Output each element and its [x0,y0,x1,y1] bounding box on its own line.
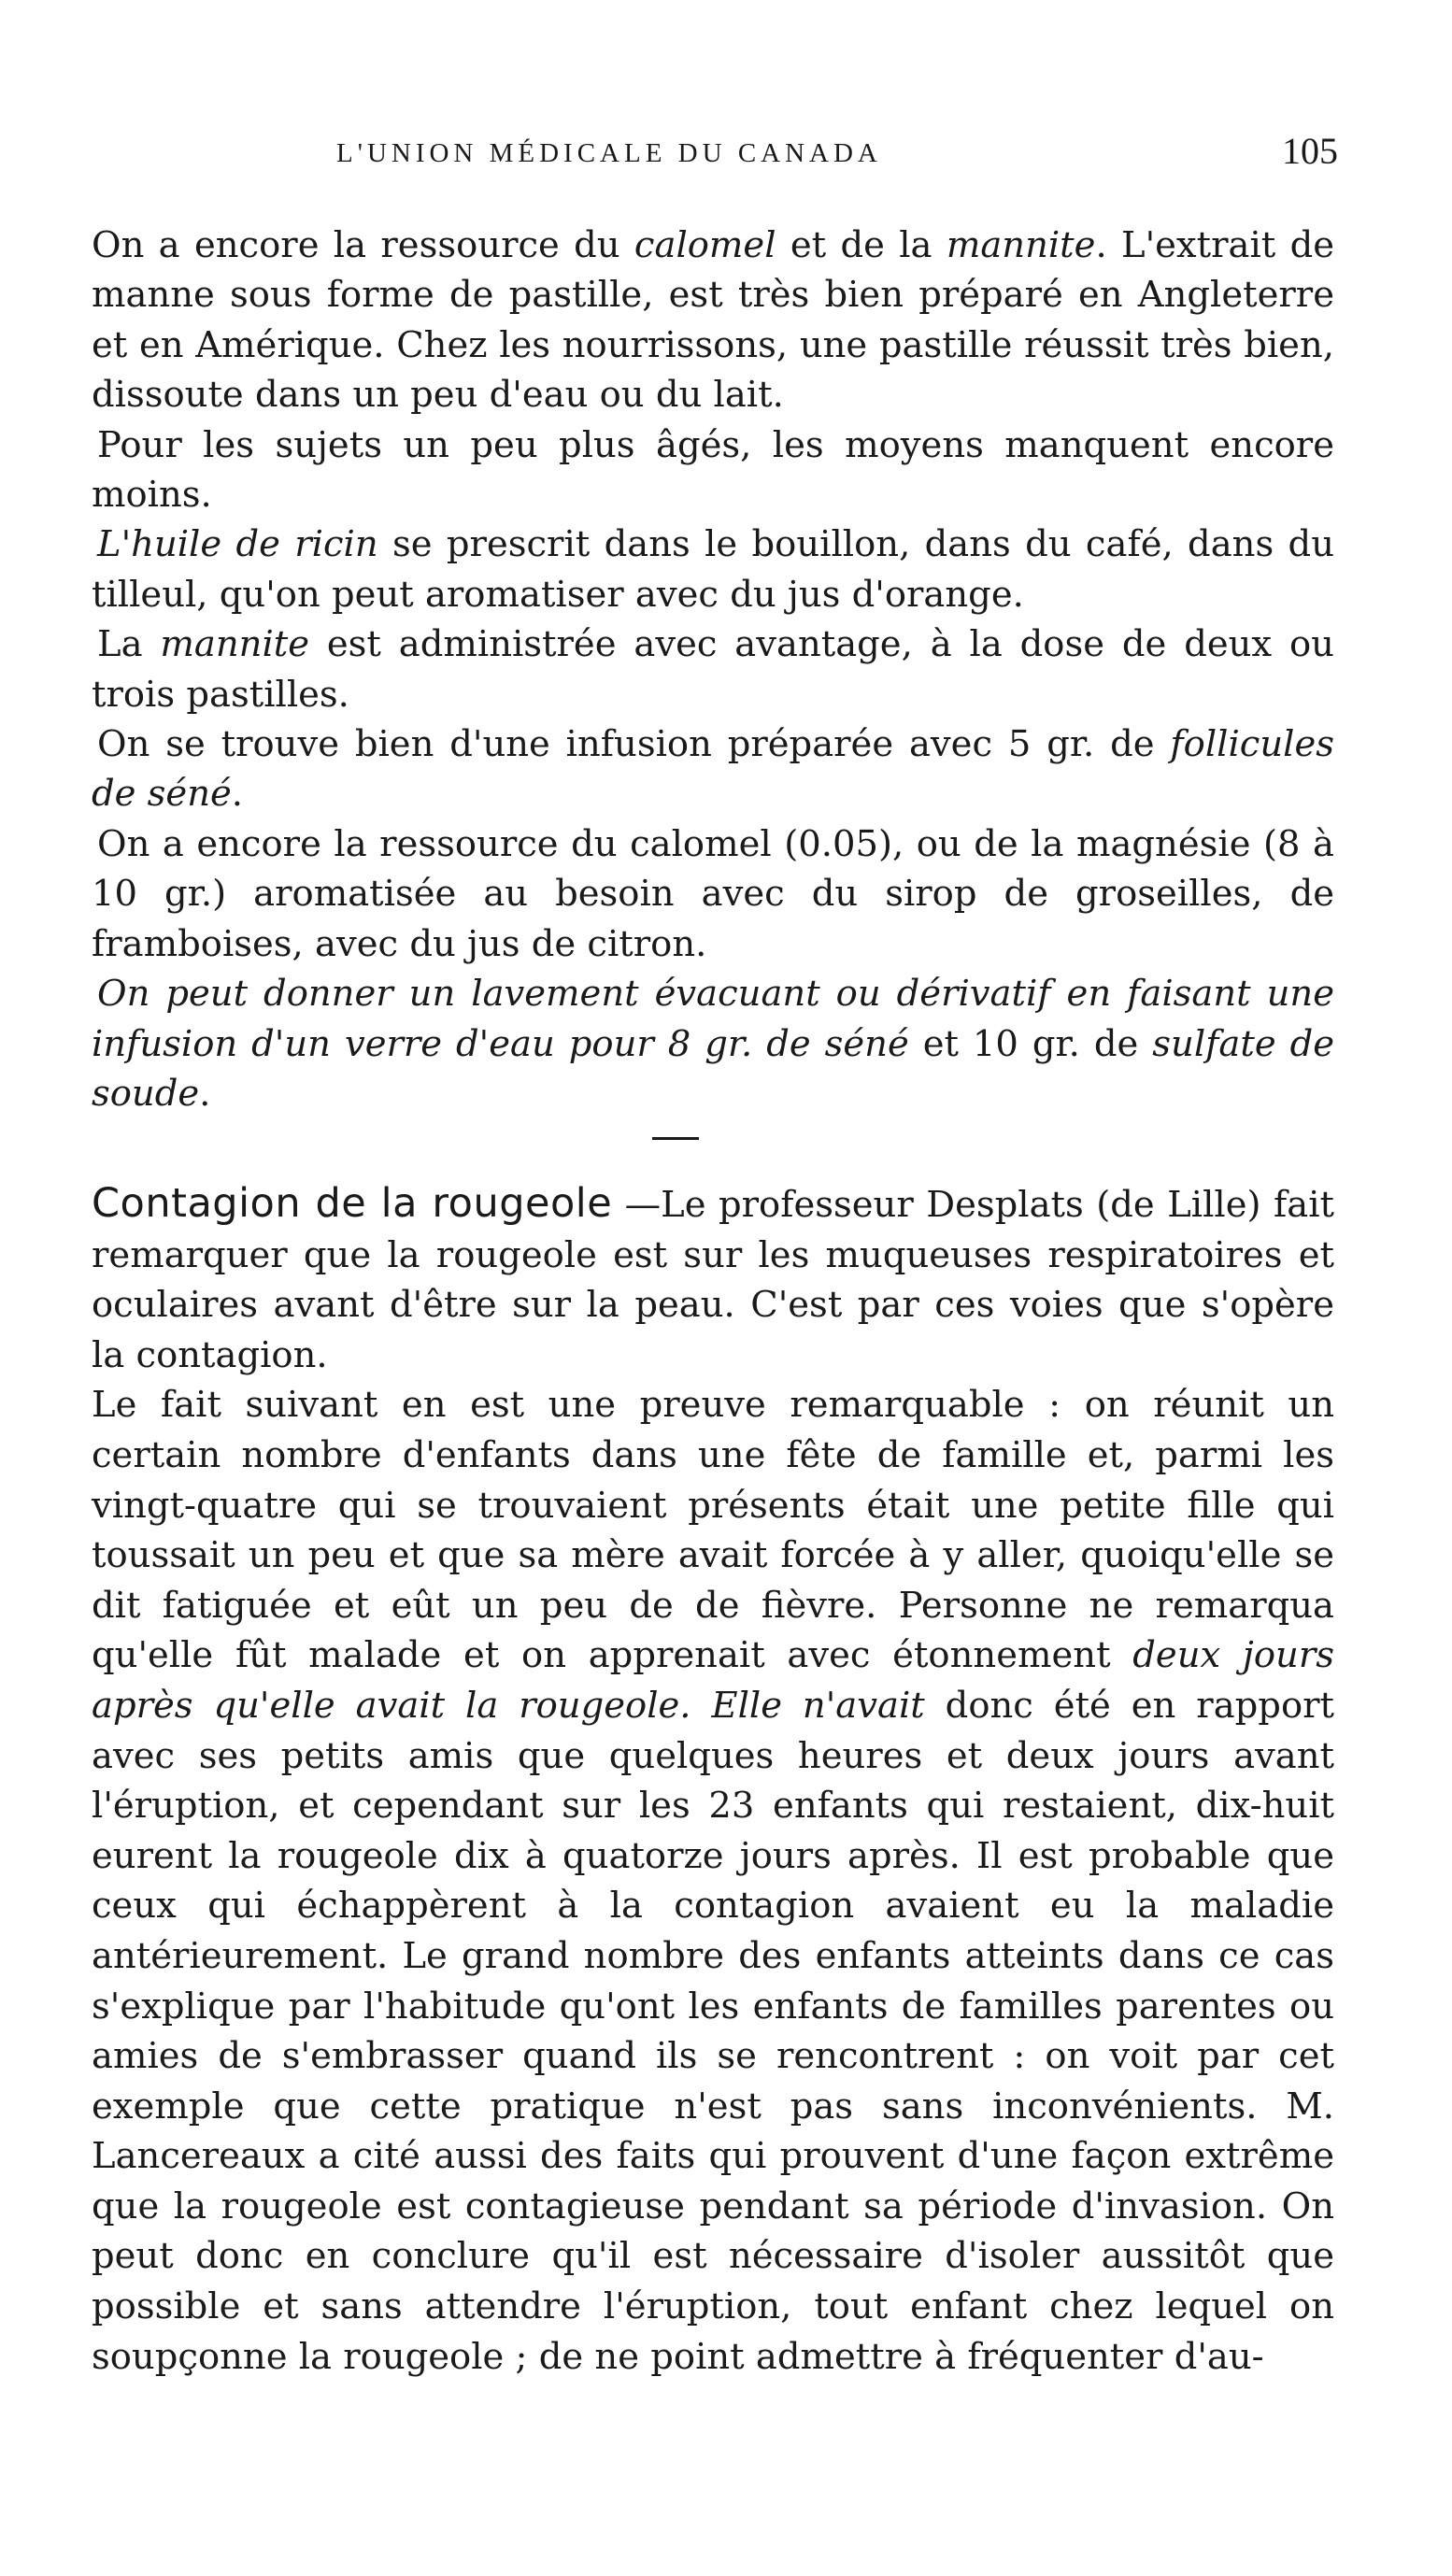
body-text-top [92,221,1334,1118]
section-divider [652,1137,699,1140]
section-contagion [92,1179,1334,2382]
paragraph: On se trouve bien d'une infusion préparée avec 5 gr. de follicules de séné. [92,723,1334,816]
running-head: L'UNION MÉDICALE DU CANADA [336,138,882,168]
paragraph: Pour les sujets un peu plus âgés, les moyens manquent encore moins. [92,423,1334,517]
paragraph: Le fait suivant en est une preuve remarquable : on réunit un certain nombre d'enfants dans une fête de famille et, parmi les vingt-quatre qui se trouvaient présents était une petite fille qui toussait un peu et que sa mère avait forcée à y aller, quoiqu'elle se dit fatiguée et eût un peu de de fièvre. Personne ne remarqua qu'elle fût malade et on apprenait avec étonnement deux jours après qu'elle avait la rougeole. Elle n'avait donc été en rapport avec ses petits amis que quelques heures et deux jours avant l'éruption, et cependant sur les 23 enfants qui restaient, dix-huit eurent la rougeole dix à quatorze jours après. Il est probable que ceux qui échappèrent à la contagion avaient eu la maladie antérieurement. Le grand nombre des enfants atteints dans ce cas s'explique par l'habitude qu'ont les enfants de familles parentes ou amies de s'embrasser quand ils se rencontrent : on voit par cet exemple que cette pratique n'est pas sans inconvénients. M. Lancereaux a cité aussi des faits qui prouvent d'une façon extrême que la rougeole est contagieuse pendant sa période d'invasion. On peut donc en conclure qu'il est nécessaire d'isoler aussitôt que possible et sans attendre l'éruption, tout enfant chez lequel on soupçonne la rougeole ; de ne point admettre à fréquenter d'au- [92,1384,1334,2378]
paragraph: On peut donner un lavement évacuant ou dérivatif en faisant une infusion d'un verre d'eau pour 8 gr. de séné et 10 gr. de sulfate de soude. [92,973,1334,1115]
paragraph: On a encore la ressource du calomel (0.05), ou de la magnésie (8 à 10 gr.) aromatisée au besoin avec du sirop de groseilles, de framboises, avec du jus de citron. [92,822,1334,965]
paragraph: Contagion de la rougeole —Le professeur Desplats (de Lille) fait remarquer que la rougeole est sur les muqueuses respiratoires et oculaires avant d'être sur la peau. C'est par ces voies que s'opère la contagion. [92,1180,1334,1376]
paragraph: La mannite est administrée avec avantage, à la dose de deux ou trois pastilles. [92,623,1334,716]
paragraph: L'huile de ricin se prescrit dans le bouillon, dans du café, dans du tilleul, qu'on peut aromatiser avec du jus d'orange. [92,523,1334,616]
page-number: 105 [1282,130,1338,172]
section-heading: Contagion de la rougeole [92,1180,613,1227]
paragraph: On a encore la ressource du calomel et de la mannite. L'extrait de manne sous forme de pastille, est très bien préparé en Angleterre et en Amérique. Chez les nourrissons, une pastille réussit très bien, dissoute dans un peu d'eau ou du lait. [92,224,1335,417]
